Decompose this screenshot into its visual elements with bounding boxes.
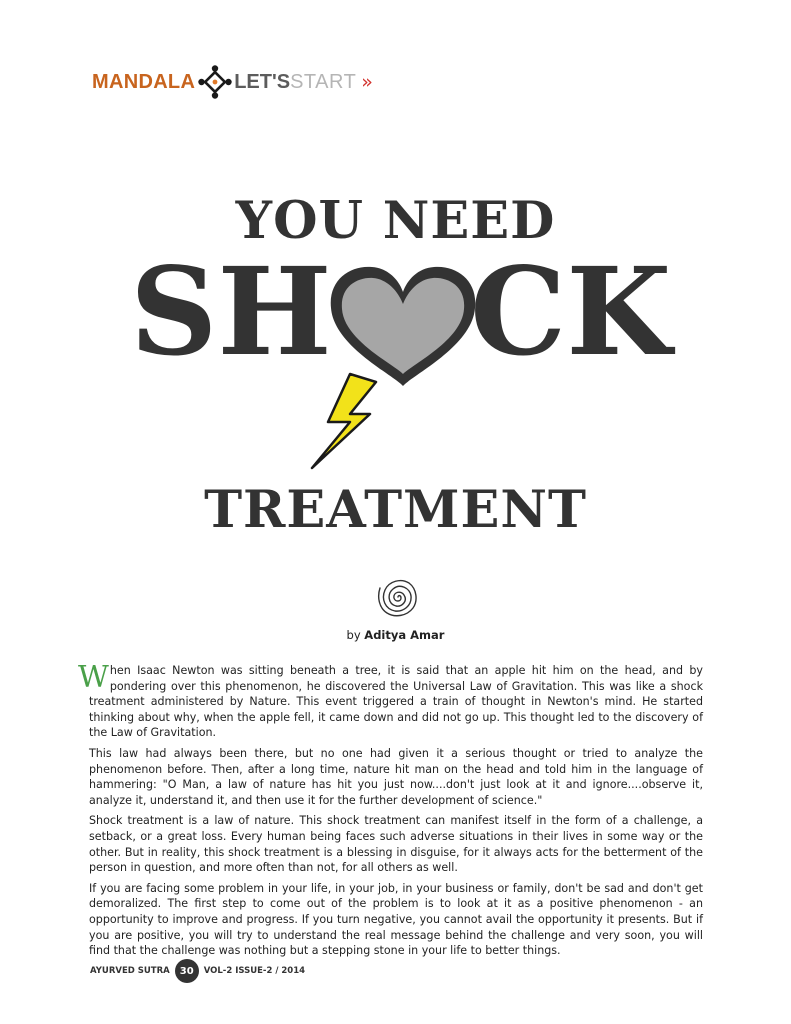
drop-cap: W xyxy=(78,660,109,695)
article-paragraph xyxy=(78,660,703,741)
page-number: 30 xyxy=(175,959,199,983)
page-footer xyxy=(90,958,305,984)
lightning-bolt-icon xyxy=(306,370,398,470)
article-body xyxy=(78,660,703,964)
byline xyxy=(0,628,791,642)
double-chevron-right-icon: » xyxy=(361,71,373,93)
mandala-emblem-icon xyxy=(198,65,232,99)
magazine-name: AYURVED SUTRA xyxy=(90,966,170,976)
spiral-icon xyxy=(371,571,425,623)
title-line-treatment: TREATMENT xyxy=(204,480,587,540)
paragraph-text: hen Isaac Newton was sitting beneath a tree, it is said that an apple hit him on the head, and by pondering over this phenomenon, he discovered the Universal Law of Gravitation. This was like a shock treatment administered by Nature. This event triggered a train of thought in Newton's mind. He started thinking about why, when the apple fell, it came down and did not go up. This thought led to the discovery of the Law of Gravitation. xyxy=(89,664,703,740)
article-paragraph: If you are facing some problem in your life, in your job, in your business or family, don't be sad and don't get demoralized. The first step to come out of the problem is to look at it as a positive phenomenon - an opportunity to improve and progress. If you turn negative, you cannot avail the opportunity it presents. But if you are positive, you will try to understand the real message behind the challenge and very soon, you will find that the challenge was nothing but a stepping stone in your life to better things. xyxy=(89,881,703,958)
article-paragraph: Shock treatment is a law of nature. This shock treatment can manifest itself in the form of a challenge, a setback, or a great loss. Every human being faces such adverse situations in their lives in some way or the other. But in reality, this shock treatment is a blessing in disguise, for it always acts for the betterment of the person in question, and more often than not, for all others as well. xyxy=(89,814,703,875)
section-name: MANDALA xyxy=(92,70,196,93)
title-line-you-need: YOU NEED xyxy=(235,191,556,251)
title-shock-right: CK xyxy=(470,240,672,383)
issue-info: VOL-2 ISSUE-2 / 2014 xyxy=(203,966,306,976)
start-label: START xyxy=(290,70,357,93)
article-paragraph: This law had always been there, but no one had given it a serious thought or tried to analyze the phenomenon before. Then, after a long time, nature hit man on the head and told him in the language of hammering: "O Man, a law of nature has hit you just now....don't just look at it and ignore....observe it, analyze it, understand it, and then use it for the further development of science." xyxy=(89,746,703,807)
section-header xyxy=(92,65,373,99)
byline-prefix: by xyxy=(346,628,361,642)
title-shock-left: SH xyxy=(130,240,332,383)
author-name: Aditya Amar xyxy=(364,628,445,642)
lets-label: LET'S xyxy=(234,70,291,93)
